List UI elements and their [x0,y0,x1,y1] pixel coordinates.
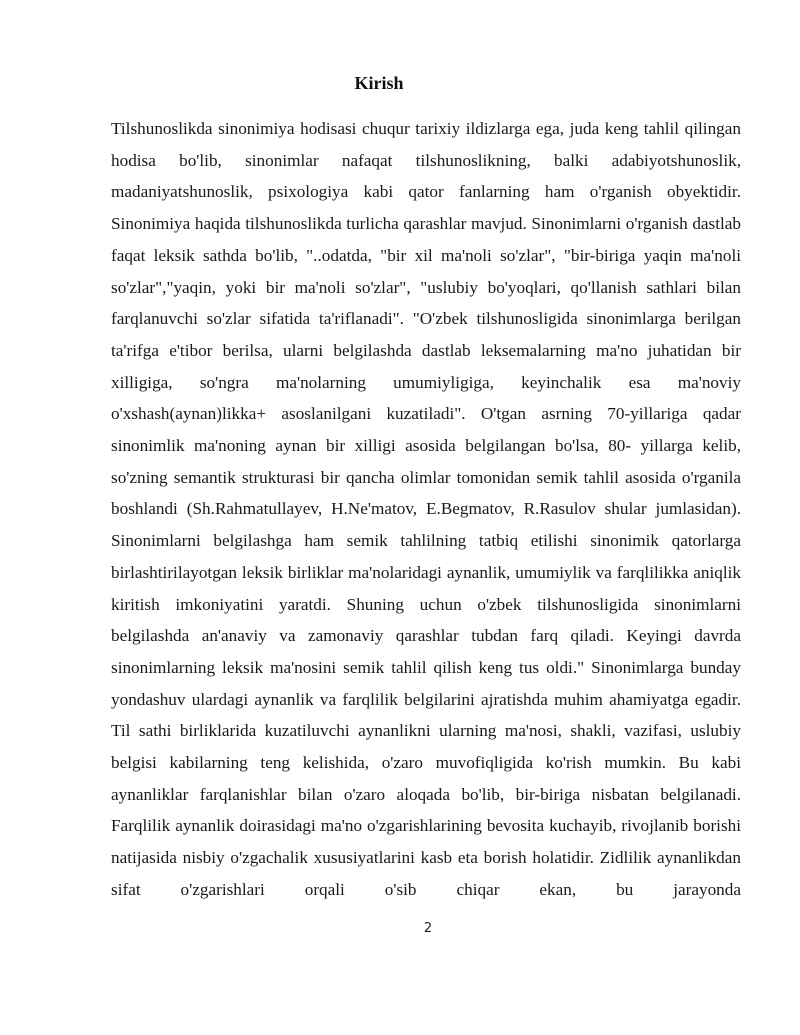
page-number: 2 [423,921,433,936]
body-paragraph: Tilshunoslikda sinonimiya hodisasi chuqur tarixiy ildizlarga ega, juda keng tahlil qilingan hodisa bo'lib, sinonimlar nafaqat tilshunoslikning, balki adabiyotshunoslik, madaniyatshunoslik, psixologiya kabi qator fanlarning ham o'rganish obyektidir. Sinonimiya haqida tilshunoslikda turlicha qarashlar mavjud. Sinonimlarni o'rganish dastlab faqat leksik sathda bo'lib, "..odatda, "bir xil ma'noli so'zlar", "bir-biriga yaqin ma'noli so'zlar","yaqin, yoki bir ma'noli so'zlar", "uslubiy bo'yoqlari, qo'llanish sathlari bilan farqlanuvchi so'zlar sifatida ta'riflanadi". "O'zbek tilshunosligida sinonimlarga berilgan ta'rifga e'tibor berilsa, ularni belgilashda dastlab leksemalarning ma'no juhatidan bir xilligiga, so'ngra ma'nolarning umumiyligiga, keyinchalik esa ma'noviy o'xshash(aynan)likka+ asoslanilgani kuzatiladi". O'tgan asrning 70-yillariga qadar sinonimlik ma'noning aynan bir xilligi asosida belgilangan bo'lsa, 80- yillarga kelib, so'zning semantik strukturasi bir qancha olimlar tomonidan semik tahlil asosida o'rganila boshlandi (Sh.Rahmatullayev, H.Ne'matov, E.Begmatov, R.Rasulov shular jumlasidan). Sinonimlarni belgilashga ham semik tahlilning tatbiq etilishi sinonimik qatorlarga birlashtirilayotgan leksik birliklar ma'nolaridagi aynanlik, umumiylik va farqlilikka aniqlik kiritish imkoniyatini yaratdi. Shuning uchun o'zbek tilshunosligida sinonimlarni belgilashda an'anaviy va zamonaviy qarashlar tubdan farq qiladi. Keyingi davrda sinonimlarning leksik ma'nosini semik tahlil qilish keng tus oldi." Sinonimlarga bunday yondashuv ulardagi aynanlik va farqlilik belgilarini ajratishda muhim ahamiyatga egadir. Til sathi birliklarida kuzatiluvchi aynanlikni ularning ma'nosi, shakli, vazifasi, uslubiy belgisi kabilarning teng kelishida, o'zaro muvofiqligida ko'rish mumkin. Bu kabi aynanliklar farqlanishlar bilan o'zaro aloqada bo'lib, bir-biriga nisbatan belgilanadi. Farqlilik aynanlik doirasidagi ma'no o'zgarishlarining bevosita kuchayib, rivojlanib borishi natijasida nisbiy o'zgachalik xususiyatlarini kasb eta borish holatidir. Zidlilik aynanlikdan sifat o'zgarishlari orqali o'sib chiqar ekan, bu jarayonda [111,119,741,899]
section-title: Kirish [354,73,404,93]
